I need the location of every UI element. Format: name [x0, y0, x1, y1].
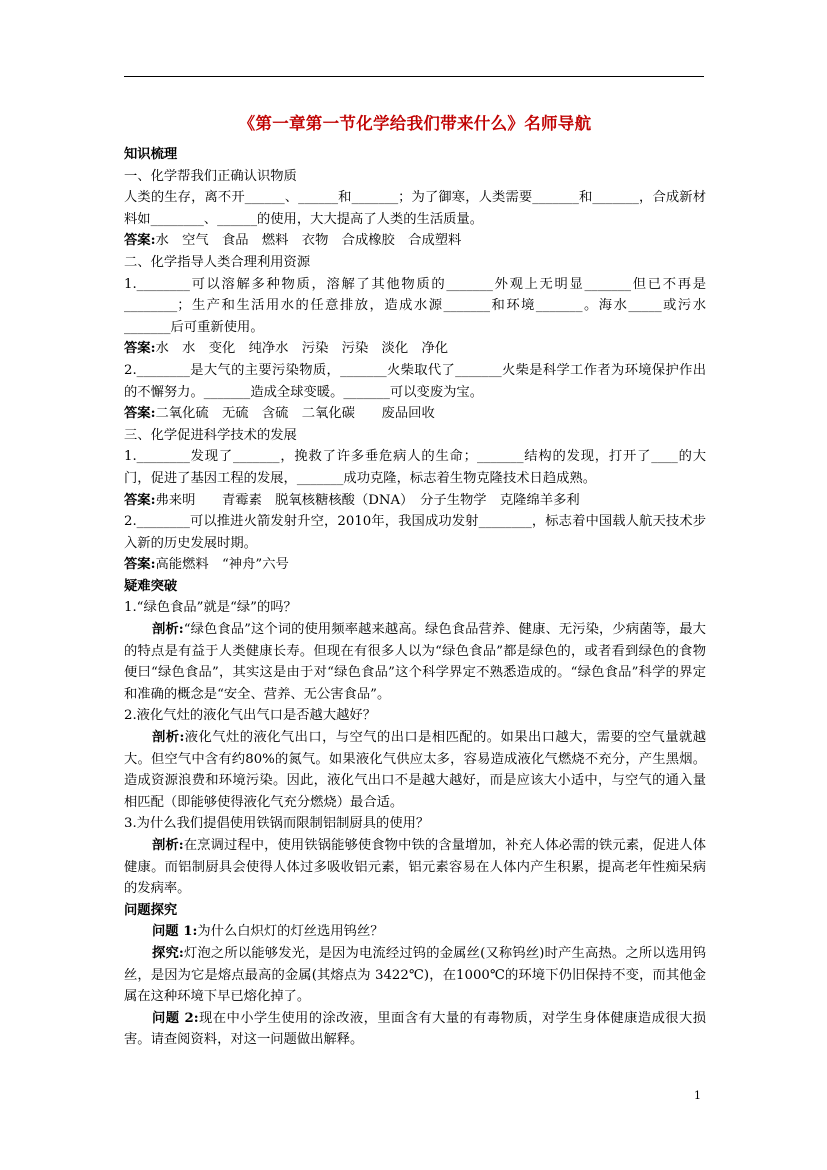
- paragraph-text: 三、化学促进科学技术的发展: [124, 427, 297, 443]
- document-body: [124, 112, 706, 1051]
- paragraph-text: “绿色食品”这个词的使用频率越来越高。绿色食品营养、健康、无污染，少病菌等，最大的特点是有益于人类健康长寿。但现在有很多人以为“绿色食品”都是绿色的，或者看到绿色的食物便曰“绿色食品”，其实这是由于对“绿色食品”这个科学界定不熟悉造成的。“绿色食品”科学的界定和准确的概念是“安全、营养、无公害食品”。: [124, 622, 706, 702]
- paragraph-label: 答案:: [124, 557, 156, 573]
- labeled-paragraph: [124, 921, 706, 943]
- paragraph-text: 1.________可以溶解多种物质，溶解了其他物质的_______外观上无明显_______但已不再是________；生产和生活用水的任意排放，造成水源_______和环境_______。海水_____或污水_______后可重新使用。: [124, 276, 706, 335]
- paragraph-text: 人类的生存，离不开______、______和_______；为了御寒，人类需要_______和_______，合成新材料如________、______的使用，大大提高了人类的生活质量。: [124, 190, 706, 227]
- text-line: [124, 187, 706, 230]
- labeled-paragraph: [124, 554, 706, 576]
- paragraph-text: 水 水 变化 纯净水 污染 污染 淡化 净化: [155, 341, 449, 357]
- section-heading: [124, 144, 706, 166]
- paragraph-label: 问题 1:: [152, 924, 198, 940]
- paragraph-text: 疑难突破: [124, 578, 178, 594]
- text-line: [124, 274, 706, 339]
- paragraph-text: 高能燃料 “神舟”六号: [155, 557, 289, 573]
- paragraph-text: 二、化学指导人类合理利用资源: [124, 254, 311, 270]
- labeled-paragraph: [124, 943, 706, 1008]
- text-line: [124, 446, 706, 489]
- paragraph-text: 在烹调过程中，使用铁锅能够使食物中铁的含量增加，补充人体必需的铁元素，促进人体健康。而铝制厨具会使得人体过多吸收铝元素，铝元素容易在人体内产生积累，提高老年性痴呆病的发病率。: [124, 838, 706, 897]
- labeled-paragraph: [124, 619, 706, 705]
- paragraph-label: 答案:: [124, 492, 156, 508]
- paragraph-text: 水 空气 食品 燃料 衣物 合成橡胶 合成塑料: [155, 233, 462, 249]
- paragraph-text: 灯泡之所以能够发光，是因为电流经过钨的金属丝(又称钨丝)时产生高热。之所以选用钨丝，是因为它是熔点最高的金属(其熔点为 3422℃)，在1000℃的环境下仍旧保持不变，而其他金属在这种环境下早已熔化掉了。: [124, 945, 706, 1005]
- labeled-paragraph: [124, 403, 706, 425]
- paragraph-text: 3.为什么我们提倡使用铁锅而限制铝制厨具的使用？: [124, 816, 430, 832]
- paragraph-text: 为什么白炽灯的灯丝选用钨丝？: [197, 924, 384, 940]
- paragraph-text: 1.________发现了_______，挽救了许多垂危病人的生命；_______结构的发现，打开了____的大门，促进了基因工程的发展，_______成功克隆，标志着生物克隆技术日趋成熟。: [124, 449, 706, 486]
- paragraph-label: 剖析:: [152, 730, 185, 746]
- paragraph-label: 探究:: [152, 945, 184, 961]
- paragraph-label: 答案:: [124, 341, 156, 357]
- paragraph-label: 答案:: [124, 233, 156, 249]
- paragraph-text: 问题探究: [124, 902, 178, 918]
- paragraph-text: 1.“绿色食品”就是“绿”的吗？: [124, 600, 297, 616]
- labeled-paragraph: [124, 338, 706, 360]
- paragraph-text: 知识梳理: [124, 147, 178, 162]
- paragraph-text: 2.________可以推进火箭发射升空，2010年，我国成功发射________，标志着中国载人航天技术步入新的历史发展时期。: [124, 514, 706, 551]
- text-line: [124, 511, 706, 554]
- page-number: 1: [694, 1089, 701, 1102]
- content-area: [124, 144, 706, 1051]
- paragraph-label: 答案:: [124, 406, 156, 422]
- labeled-paragraph: [124, 835, 706, 900]
- paragraph-label: 问题 2:: [152, 1010, 199, 1026]
- text-line: [124, 166, 706, 188]
- paragraph-text: 2.________是大气的主要污染物质，_______火柴取代了_______火柴是科学工作者为环境保护作出的不懈努力。_______造成全球变暖。_______可以变废为宝。: [124, 362, 706, 400]
- paragraph-text: 一、化学帮我们正确认识物质: [124, 168, 297, 184]
- text-line: [124, 425, 706, 447]
- paragraph-label: 剖析:: [152, 838, 184, 853]
- section-heading: [124, 576, 706, 598]
- labeled-paragraph: [124, 230, 706, 252]
- paragraph-text: 现在中小学生使用的涂改液，里面含有大量的有毒物质，对学生身体健康造成很大损害。请查阅资料，对这一问题做出解释。: [124, 1010, 707, 1048]
- section-heading: [124, 900, 706, 922]
- text-line: [124, 252, 706, 274]
- text-line: [124, 813, 706, 835]
- labeled-paragraph: [124, 490, 706, 512]
- labeled-paragraph: [124, 1008, 706, 1051]
- text-line: [124, 360, 706, 403]
- paragraph-text: 弗来明 青霉素 脱氧核糖核酸（DNA） 分子生物学 克隆绵羊多利: [155, 492, 580, 508]
- page-title: 《第一章第一节化学给我们带来什么》名师导航: [238, 114, 592, 133]
- labeled-paragraph: [124, 727, 706, 813]
- paragraph-label: 剖析:: [152, 622, 184, 638]
- paragraph-text: 2.液化气灶的液化气出气口是否越大越好？: [124, 708, 377, 724]
- text-line: [124, 597, 706, 619]
- paragraph-text: 液化气灶的液化气出口，与空气的出口是相匹配的。如果出口越大，需要的空气量就越大。但空气中含有约80%的氮气。如果液化气供应太多，容易造成液化气燃烧不充分，产生黑烟。造成资源浪费和环境污染。因此，液化气出口不是越大越好，而是应该大小适中，与空气的通入量相匹配（即能够使得液化气充分燃烧）最合适。: [124, 730, 706, 810]
- header-rule: [124, 76, 704, 77]
- text-line: [124, 705, 706, 727]
- paragraph-text: 二氧化硫 无硫 含硫 二氧化碳 废品回收: [155, 406, 435, 422]
